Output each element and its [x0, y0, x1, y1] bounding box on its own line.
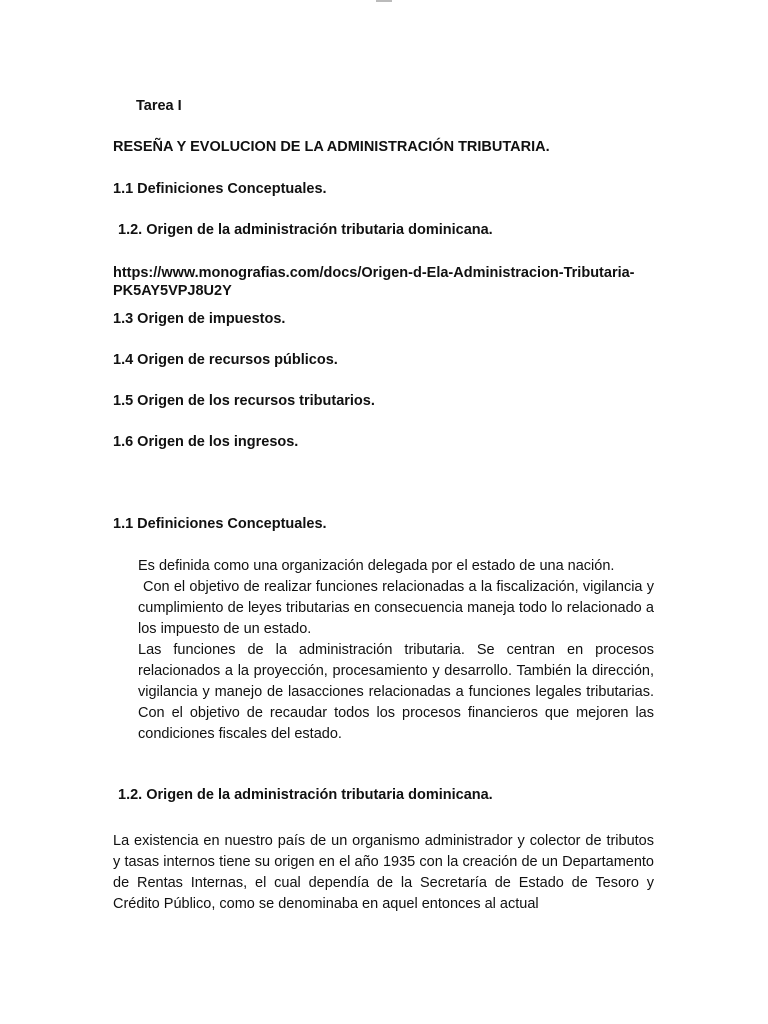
section-1-paragraph-3: Las funciones de la administración tributaria. Se centran en procesos relacionados a la proyección, procesamiento y desarrollo. También la dirección, vigilancia y manejo de lasacciones relacionadas a funciones legales tributarias. Con el objetivo de recaudar todos los procesos financieros que mejoren las condiciones fiscales del estado.: [138, 642, 654, 742]
section-1-paragraph-1: Es definida como una organización delegada por el estado de una nación.: [138, 558, 615, 574]
toc-item-1-4: 1.4 Origen de recursos públicos.: [113, 352, 338, 368]
toc-item-1-3: 1.3 Origen de impuestos.: [113, 311, 286, 327]
section-2-heading: 1.2. Origen de la administración tributaria dominicana.: [114, 787, 493, 803]
section-2-body: [113, 831, 654, 915]
section-1-heading: 1.1 Definiciones Conceptuales.: [113, 516, 327, 532]
section-1-body: [138, 556, 654, 745]
toc-reference-link-cont[interactable]: PK5AY5VPJ8U2Y: [113, 283, 232, 299]
document-title: Tarea I: [136, 98, 182, 114]
section-2-paragraph-1: La existencia en nuestro país de un organismo administrador y colector de tributos y tasas internos tiene su origen en el año 1935 con la creación de un Departamento de Rentas Internas, el cual dependía de la Secretaría de Estado de Tesoro y Crédito Público, como se denominaba en aquel entonces al actual: [113, 833, 654, 912]
toc-item-1-6: 1.6 Origen de los ingresos.: [113, 434, 299, 450]
document-heading: RESEÑA Y EVOLUCION DE LA ADMINISTRACIÓN TRIBUTARIA.: [113, 139, 550, 155]
toc-item-1-1: 1.1 Definiciones Conceptuales.: [113, 181, 327, 197]
section-1-paragraph-2: Con el objetivo de realizar funciones relacionadas a la fiscalización, vigilancia y cumplimiento de leyes tributarias en consecuencia maneja todo lo relacionado a los impuesto de un estado.: [138, 579, 654, 637]
toc-item-1-5: 1.5 Origen de los recursos tributarios.: [113, 393, 375, 409]
toc-reference-link[interactable]: https://www.monografias.com/docs/Origen-d-Ela-Administracion-Tributaria-: [113, 265, 635, 281]
toc-item-1-2: 1.2. Origen de la administración tributaria dominicana.: [114, 222, 493, 238]
